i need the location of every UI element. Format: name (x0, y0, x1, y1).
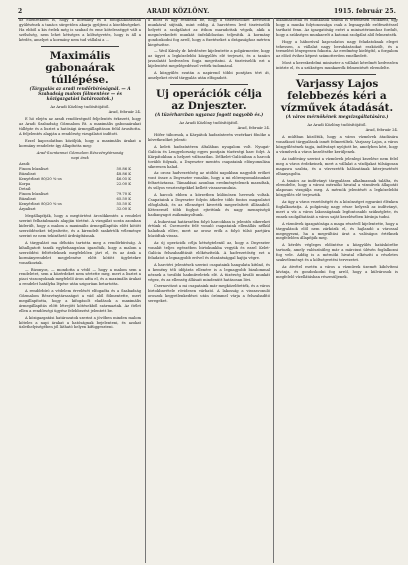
paragraph: A vízművek igazgatósága a maga részéről kijelentette, hogy a tárgyalások elől nem zárkózik el, és hajlandó a várossal megegyezni, ha a megváltási árat a valóságos értéknek megfelelően állapítják meg. (276, 221, 398, 241)
paragraph: A közgyűlés ezután a napirend többi pontjára tért át, amelyeket rövid tárgyalás után elfogadott. (148, 71, 270, 80)
section-rule (298, 74, 376, 75)
column-separator (273, 18, 274, 563)
section-rule (41, 46, 119, 47)
article-source: Az Aradi Közlöny tudósítójától. (307, 122, 367, 128)
paragraph: a most is úgy rendezik be, hogy a tisztviselőket kevesebb munkával sújtsák, mint eddig. A harctéren levő tisztviselők helyett a szolgálatot az itthon maradottak végzik, akik a megnövekedett munkát önfeláldozóan teljesítik. A kormány gondoskodni fog arról, hogy a fizetéseket a drágasághoz mérten kiegészítse. (148, 18, 270, 47)
article-title: Varjassy Lajos felebbezés kéri a vízművek átadását. (280, 78, 394, 115)
table-cell-item: Búzaliszt (19, 172, 36, 177)
newspaper-title: ARADI KÖZLÖNY. (147, 7, 210, 15)
paragraph: — Bizonyos, — mondotta a védő — hogy a malom sem a rendeletet, sem a közérdeket nem sértette meg, mert a lisztet a piaci viszonyoknak megfelelő áron adta el, és a maximális árakat a rendelet hatályba lépése után szigorúan betartotta. (19, 267, 141, 287)
paragraph: A harctéri jelentések szerint csapataink hangulata kitűnő, és a kemény téli időjárás ellenére is a legnagyobb bizalommal néznek a további hadműveletek elé. A tüzérség kiváló munkát végez, és az ellenség állásait mindenütt hatásosan lövi. (148, 262, 270, 282)
paragraph: A rendőrbíró a védelem érvelését elfogadta és a Szabadság Gőzmalom Részvénytársaságot a vád alól fölmentette, mert megállapította, hogy a kifogásolt eladások a maximális ármegállapítás előtt létrejött kötésekből származtak. Az ítélet ellen a rendőrségi ügyész felebbezést jelentett be. (19, 289, 141, 313)
price-table (19, 162, 141, 211)
paragraph: — Weil Károly dr. kérdésére kijelentette a polgármester, hogy az ügyet a legközelebbi közgyűlés elé terjeszti, és a tanács javaslatát kedvezően fogja megvitatni. A tisztviselők ezt a kijelentést megelégedéssel vették tudomásul. (148, 49, 270, 69)
column-separator (145, 18, 146, 563)
table-cell-item: Kenyérliszt 80/20 %-os (19, 201, 62, 206)
price-table-heading: Arad-Szentannai Gőzmalom Részvénytársaság (36, 150, 124, 155)
paragraph: A bukovinai határszélen folyó harcokban is jelentős sikereket értünk el. Csernovitz felé vonuló csapataink ellenállás nélkül haladnak előre, mert az orosz erők a folyó túlsó partjára húzódtak vissza. (148, 219, 270, 239)
table-cell-item: Kenyérliszt 80/20 %-os (19, 177, 62, 182)
table-cell-value: 50.86 K (116, 167, 131, 172)
paragraph: Az ügy a város vezetőségét és a közönséget egyaránt élénken foglalkoztatja. A polgárság nagy része helyesli az indítványt, mert a víz a város lakosságának legfontosabb szükséglete, és ennek szolgáltatását a város saját kezelésében kívánja tudni. (276, 200, 398, 219)
article-subtitle: (A város mérnökének megvizsgáltatására.) (285, 115, 389, 121)
table-cell-item: Árpaliszt (19, 206, 36, 211)
table-group-label: Detail: (19, 186, 32, 191)
article-source: Az Aradi Közlöny tudósítójától. (50, 104, 110, 110)
table-cell-item: Finom búzaliszt (19, 191, 49, 196)
paragraph: alkalmazottak és munkások száma is tetemesen csökkent, úgy hogy a munka folytonossága csak a legnagyobb erőfeszítéssel tartható fenn. Az igazgatóság ezért a minisztériumhoz fordult, hogy a szükséges munkaerőt a katonai szolgálat alól felmentsék. (276, 18, 398, 37)
article-dateline: Arad, február 24. (365, 128, 398, 133)
paragraph: Az új operációk célja kétségtelenül az, hogy a Dnyeszter vonalát teljes egészében birtokunkba vegyük és ezzel Kelet-Galícia felszabadítását előkészítsük. A hadvezetőség ezt a feladatot a legnagyobb erővel és elszántsággal hajtja végre. (148, 241, 270, 260)
paragraph: Most a kereskedelmi miniszter a vállalat kérelmét kedvezően intézte el, és a szükséges munkaerők felmentését elrendelte. (276, 61, 398, 71)
paragraph: A tárgyalást ma délután tartotta meg a rendőrbíróság. A kihallgatott tanúk egybehangzóan igazolták, hogy a malom a szerződési feltételeknek megfelelően járt el, és az árak a kormányrendelet megjelenése előtt kötött ügyletekre vonatkoztak. (19, 240, 141, 265)
column-2 (148, 18, 270, 563)
paragraph: Az átvétel esetén a város a vízművek üzemét kibővíteni kívánja, és gondoskodni fog arról, hogy a külvárosok is megfelelő vízellátásban részesüljenek. (276, 265, 398, 279)
price-table-subheading: napi árak (71, 156, 89, 161)
table-cell-value: 79.70 K (116, 191, 131, 196)
page-number: 2 (18, 7, 23, 15)
paragraph: Ezzel kapcsolatban közöljük, hogy a maximális árakat a kormány rendelete így állapította meg: (19, 138, 141, 148)
table-cell-item: Búzaliszt (19, 196, 36, 201)
paragraph: Az indítvány szerint a vízművek jelenlegi kezelése nem felel meg a város érdekeinek, mert a vállalat a vízdíjakat túlságosan magasra szabta, és a vízvezeték hálózatának kiterjesztését elhanyagolta. (276, 156, 398, 176)
table-cell-value: 65.50 K (116, 196, 131, 201)
article-dateline: Arad, február 24. (237, 126, 270, 131)
table-row (19, 207, 141, 212)
article-source: Az Aradi Közlöny tudósítójától. (179, 120, 239, 126)
article-title: Maximális gabonaárak túllépése. (45, 49, 115, 86)
table-cell-item: Finom búzaliszt (19, 167, 49, 172)
table-cell-value: 55.50 K (116, 201, 131, 206)
table-cell-value: 46.05 K (116, 177, 131, 182)
table-cell-value: 48.86 K (116, 172, 131, 177)
paragraph: Höfer tábornok, a Kárpátok hadszínterén vezérkari főnöke a következőket jelenti: (148, 133, 270, 142)
table-cell-value: 32.00 K (116, 206, 131, 211)
paragraph: A keleti hadszíntéren általában nyugalom volt. Nyugat-Galícia és Lengyelország egyes pontjain tüzérségi harc folyt. A Kárpátokban a helyzet változatlan. Délkelet-Galíciában a harcok tovább folynak, a Dnyeszter mentén csapataink előnyomulása sikeresen halad. (148, 144, 270, 169)
article-subtitle: (Tárgyalás az aradi rendőrbíróságnál. — A Szabadság malom fölmentése — és közigazgatási határozatok.) (29, 86, 131, 102)
paragraph: A kérdés végleges eldöntése a közgyűlés hatáskörébe tartozik, amely valószínűleg már a márciusi ülésén foglalkozni fog vele. Addig is a mérnöki hivatal elkészíti a részletes szakvéleményt és a költségvetési tervezetet. (276, 243, 398, 263)
paragraph: Az orosz hadvezetőség az utóbbi napokban nagyobb erőket vont össze a Dnyeszter vonalán, hogy a mi előrenyomulásunkat feltartóztassa. Támadásai azonban eredménytelenek maradtak, és súlyos veszteségekkel kellett visszavonulnia. (148, 171, 270, 191)
paragraph: Hogy a háborúval kapcsolatos nagy feladatoknak eleget tehessen, a vállalat nagy beruházásokat eszközölt, és a termelést lényegesen fokozta. Az eredmény kielégítő, a forgalom az előző évihez képest számottevően emelkedett. (276, 39, 398, 59)
paragraph: A közigazgatási határozatok szerint a jövőben minden malom köteles a napi árakat a hatóságnak bejelenteni, és azokat üzlethelyiségében jól látható helyen kifüggeszteni. (19, 315, 141, 330)
article-title: Uj operációk célja az Dnjeszter. (156, 87, 262, 112)
page-header (18, 6, 396, 16)
paragraph: Megállapítják, hogy a megtörtént árcsökkentés a rendelet szerint felhatalmazás alapján történt. A vizsgálat során azonban kiderült, hogy a malom a maximális ármegállapítás előtt kötött szerződéseket teljesítette, és a kirendelt szakértők véleménye szerint ez nem tekinthető árdrágításnak. (19, 214, 141, 239)
paragraph: A harcok ebben a körzetben különösen hevesek voltak. Csapataink a Dnyeszter folyón átkelve több fontos magaslatot elfoglaltak, és az ellenséget kiverték megerősített állásaiból. Kétezernél több foglyot ejtettünk és nagy mennyiségű hadianyagot zsákmányoltunk. (148, 193, 270, 217)
article-dateline: Arad, február 24. (108, 110, 141, 115)
table-cell-value: 22.00 K (116, 182, 131, 187)
table-cell-item: Korpa (19, 182, 31, 187)
column-3 (276, 18, 398, 563)
paragraph: az ellenrekben is, hogy a kormány és a főfoglalkozásúak gyűlésének a tanács sürgetően akarja gyűjteni a kisebbségeket. Ha ebből a kis érdek még is szabad és eme kötelességgé vált a szélsőség, nem lehet kétséges a költségvetés, hogy is áll a kérdés, amelyet a kormány nem tud vállalni a ... (19, 18, 141, 42)
article-subtitle: (A tüzérharcban ugyanaz fogott nagyobb és.) (154, 112, 264, 118)
section-rule (170, 84, 248, 85)
paragraph: A múltban közöltük, hogy a város vízművek átadására vonatkozó tárgyalások ismét felmerültek. Varjassy Lajos, a város közgyűlésének tagja, indítványt nyújtott be, amelyben kéri, hogy a vízművek a város kezelésébe kerüljenek. (276, 135, 398, 154)
paragraph: E hó elején az aradi rendőrségnél feljelentés érkezett, hogy az Aradi Szabadság Gőzmalom Rt. a maximális gabonaárakat túllépte és a lisztet a hatósági ármegállapításon felül árusította. A feljelentés alapján a rendőrség vizsgálatot indított. (19, 117, 141, 136)
column-1 (19, 18, 141, 563)
issue-date: 1915. február 25. (334, 7, 396, 15)
paragraph: A tanács az indítványt tárgyalásra alkalmasnak találta, és elrendelte, hogy a városi mérnöki hivatal a vízművek állapotát alaposan vizsgálja meg. A mérnök jelentését a legközelebbi közgyűlés elé terjesztik. (276, 178, 398, 198)
table-group-label: Aradi: (19, 162, 31, 167)
paragraph: Csernovitzot a mi csapataink már megközelítették, és a város birtokbavétele rövidesen várható. A lakosság a visszavonuló oroszok kegyetlenkedései után örömmel várja a felszabadító seregeket. (148, 284, 270, 304)
